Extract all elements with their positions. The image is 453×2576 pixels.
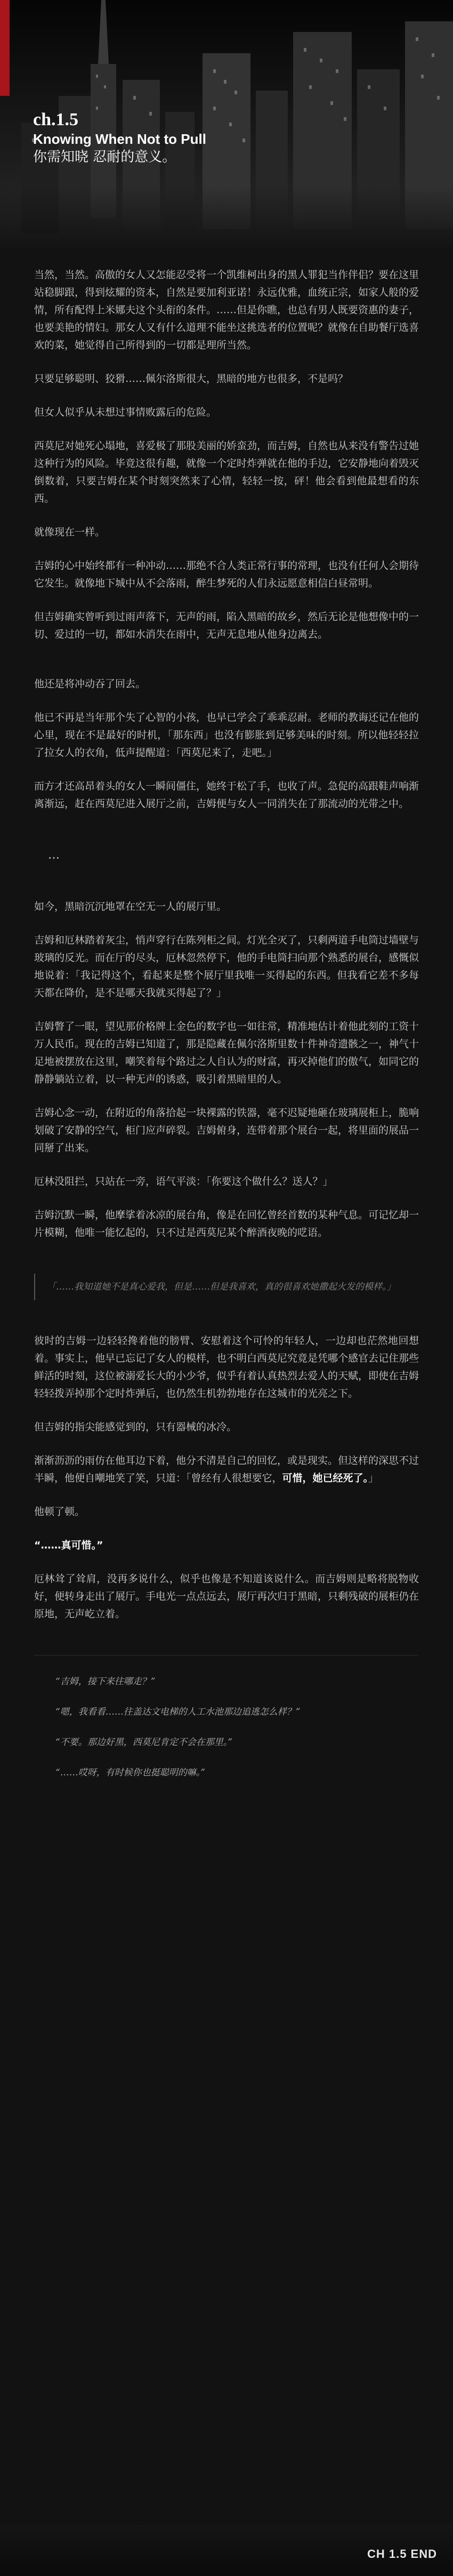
paragraph: 而方才还高昂着头的女人一瞬间僵住，她终于松了手，也收了声。急促的高跟鞋声响渐离渐远，赶在西莫尼进入展厅之前，吉姆便与女人一同消失在了那流动的光带之中。	[34, 780, 419, 810]
paragraph: 但女人似乎从未想过事情败露后的危险。	[34, 406, 217, 418]
accent-red-bar	[0, 0, 10, 96]
paragraph-text-end: 」	[368, 1472, 379, 1484]
paragraph: 他顿了顿。	[34, 1506, 85, 1518]
chapter-number: ch.1.5	[33, 110, 78, 129]
chapter-title-block	[33, 109, 206, 167]
paragraph: 吉姆和厄林踏着灰尘，悄声穿行在陈列柜之间。灯光全灭了，只剩两道手电筒过墙壁与玻璃的反光。而在厅的尽头，厄林忽然停下，他的手电筒扫向那个熟悉的展台，感慨似地说着：「我记得这个，看起来是整个展厅里我唯一买得起的东西。但我看它差不多每天都在降价，是不是哪天我就买得起了？」	[34, 934, 419, 999]
dialog-line: “……哎呀，有时候你也挺聪明的嘛。”	[55, 1767, 205, 1778]
paragraph: 但吉姆确实曾听到过雨声落下，无声的雨，陷入黑暗的故乡，然后无论是他想像中的一切、爱过的一切，都如水消失在雨中，无声无息地从他身边离去。	[34, 611, 419, 640]
chapter-title-english: Knowing When Not to Pull	[33, 131, 206, 147]
chapter-title-chinese: 你需知晓 忍耐的意义。	[33, 149, 176, 165]
paragraph: 吉姆沉默一瞬，他摩挲着冰凉的展台角，像是在回忆曾经首数的某种气息。可记忆却一片模糊，他唯一能忆起的，只不过是西莫尼某个醉酒夜晚的呓语。	[34, 1209, 419, 1238]
paragraph: 如今，黑暗沉沉地罩在空无一人的展厅里。	[34, 901, 227, 912]
memory-quote-block: 「……我知道她不是真心爱我，但是……但是我喜欢，真的很喜欢她撒起火发的模样。」	[34, 1274, 419, 1300]
chapter-end-label: CH 1.5 END	[367, 2547, 437, 2561]
chapter-header-banner	[0, 0, 453, 250]
paragraph: 吉姆的心中始终都有一种冲动……那绝不合人类正常行事的常理，也没有任何人会期待它发生。就像地下城中从不会落雨，醉生梦死的人们永远愿意相信白昼常明。	[34, 560, 419, 589]
paragraph: 就像现在一样。	[34, 526, 106, 538]
paragraph: 彼时的吉姆一边轻轻搀着他的膀臂、安慰着这个可怜的年轻人，一边却也茫然地回想着。事实上，他早已忘记了女人的模样，也不明白西莫尼究竟是凭哪个感官去记住那些鲜活的时刻，这位被溺爱长大的小少爷，似乎有着认真热烈去爱人的天赋，即使在吉姆轻轻拨弄掉那个定时炸弹后，也仍然生机勃勃地存在这城市的光亮之下。	[34, 1335, 419, 1399]
paragraph: 西莫尼对她死心塌地，喜爱极了那股美丽的娇蛮劲，而吉姆，自然也从来没有警告过她这种行为的风险。毕竟这很有趣，就像一个定时炸弹就在他的手边，它安静地向着毁灭倒数着，只要吉姆在某个时刻突然来了心情，轻轻一按，砰！他会看到他最想看的东西。	[34, 440, 419, 504]
paragraph: 只要足够聪明、狡猾……佩尔洛斯很大，黑暗的地方也很多，不是吗？	[34, 373, 349, 385]
dialog-line: “吉姆，接下来往哪走？”	[55, 1676, 156, 1687]
paragraph: 但吉姆的指尖能感觉到的，只有器械的冰冷。	[34, 1421, 237, 1433]
paragraph-text: 渐渐沥沥的雨仿在他耳边下着，他分不清是自己的回忆，或是现实。但这样的深思不过半瞬，他便自嘲地笑了笑，只道：「曾经有人很想要它，	[34, 1455, 419, 1484]
paragraph: 当然，当然。高傲的女人又怎能忍受将一个凯维柯出身的黑人罪犯当作伴侣？要在这里站稳脚跟，得到炫耀的资本，自然是要加利亚诺！永远优雅，血统正宗，如家人般的爱情，所有配得上米娜夫这个头衔的条件。……但是你瞧，也总有男人既要资惠的妻子，也要美艳的情妇。那女人又有什么道理不能坐这挑选者的位置呢？就像在自助餐厅选喜欢的菜，她觉得自己所得到的一切都是理所当然。	[34, 269, 419, 351]
paragraph: 吉姆心念一动，在附近的角落拾起一块裸露的铁器，毫不迟疑地砸在玻璃展柜上，脆响划破了安静的空气，柜门应声碎裂。吉姆俯身，连带着那个展台一起，将里面的展品一同掰了出来。	[34, 1107, 419, 1154]
paragraph	[34, 1452, 419, 1487]
chapter-end-footer	[0, 2525, 453, 2576]
section-break-ellipsis: …	[48, 849, 60, 862]
dialog-line: “不要。那边好黑，西莫尼肯定不会在那里。”	[55, 1737, 232, 1748]
header-fade-overlay	[0, 186, 453, 250]
paragraph: 他还是将冲动吞了回去。	[34, 678, 146, 690]
paragraph: 吉姆瞥了一眼，望见那价格牌上金色的数字也一如往常，精准地估计着他此刻的工资十万人民币。现在的吉姆已知道了，那是隐藏在佩尔洛斯里数十件神奇遗骸之一，神气十足地被摆放在这里，嘲笑着每个路过之人自认为的财富，再灭掉他们的傲气，如同它的静静躺站立着，以一种无声的诱惑，吸引着黑暗里的人。	[34, 1021, 419, 1085]
dialog-line: “嗯，我看看……往盖达文电梯的人工水池那边追逃怎么样？”	[55, 1707, 301, 1717]
paragraph: 厄林没阻拦，只站在一旁，语气平淡：「你要这个做什么？送人？」	[34, 1176, 333, 1187]
chapter-body	[0, 250, 453, 1816]
paragraph: 他已不再是当年那个失了心智的小孩，也早已学会了乖乖忍耐。老师的教诲还记在他的心里，现在不是最好的时机，「那东西」也没有膨胀到足够美味的时刻。所以他轻轻拉了拉女人的衣角，低声提醒道：「西莫尼来了，走吧。」	[34, 712, 419, 759]
paragraph: “……真可惜。”	[34, 1539, 103, 1551]
paragraph: 厄林耸了耸肩，没再多说什么，似乎也像是不知道该说什么。而吉姆则是略将脱物收好，便转身走出了展厅。手电光一点点远去，展厅再次归于黑暗，只剩残破的展柜仍在原地，无声屹立着。	[34, 1573, 419, 1620]
closing-dialog-block	[34, 1655, 419, 1816]
emphasis-text: 可惜，她已经死了。	[282, 1472, 369, 1484]
